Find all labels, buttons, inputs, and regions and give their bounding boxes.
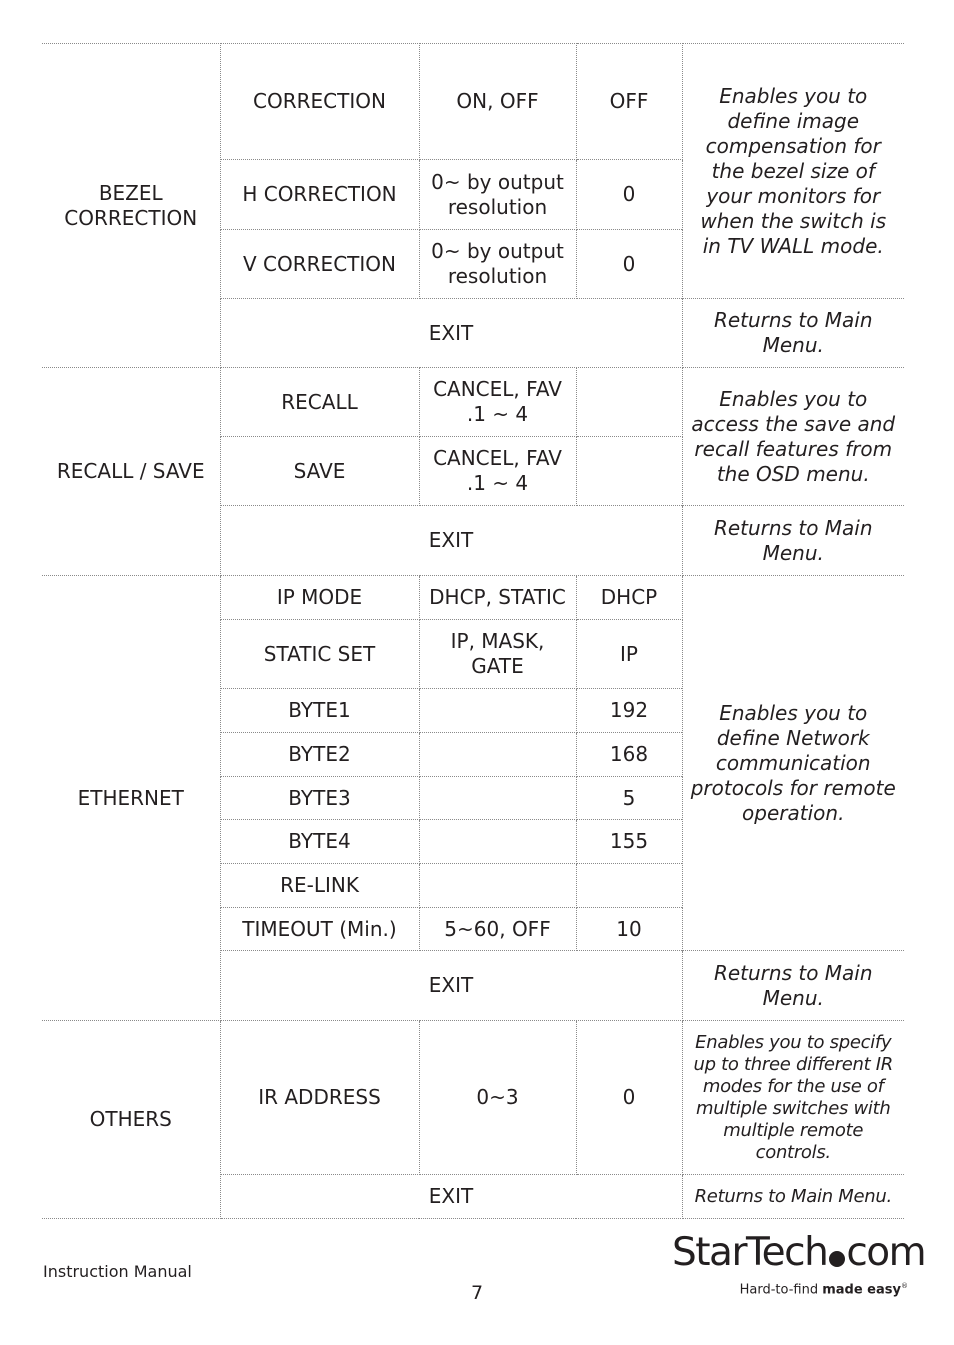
default-cell: 155 <box>576 820 682 864</box>
default-cell: 5 <box>576 777 682 820</box>
options-cell: IP, MASK, GATE <box>419 620 576 689</box>
exit-description-cell: Returns to Main Menu. <box>682 1175 904 1219</box>
tagline-light: Hard-to-find <box>739 1282 823 1298</box>
logo-main: StarTech <box>672 1230 828 1275</box>
description-cell: Enables you to define image compensation for the bezel size of your monitors for when the switch is in TV WALL mode. <box>682 44 904 299</box>
category-ethernet: ETHERNET <box>42 576 220 1021</box>
item-cell: TIMEOUT (Min.) <box>220 908 419 951</box>
tagline-bold: made easy <box>822 1282 901 1298</box>
startech-logo <box>668 1230 926 1304</box>
item-cell: SAVE <box>220 437 419 506</box>
options-cell: ON, OFF <box>419 44 576 160</box>
item-cell: CORRECTION <box>220 44 419 160</box>
item-cell: RE-LINK <box>220 864 419 908</box>
default-cell: OFF <box>576 44 682 160</box>
options-cell: CANCEL, FAV .1 ~ 4 <box>419 437 576 506</box>
osd-menu-table <box>42 43 904 1219</box>
item-cell: H CORRECTION <box>220 160 419 230</box>
footer-label: Instruction Manual <box>43 1262 192 1281</box>
logo-suffix: com <box>846 1230 926 1275</box>
default-cell <box>576 368 682 437</box>
exit-cell: EXIT <box>220 1175 682 1219</box>
logo-dot-icon <box>829 1251 845 1267</box>
item-cell: BYTE2 <box>220 733 419 777</box>
options-cell <box>419 733 576 777</box>
options-cell <box>419 864 576 908</box>
options-cell: 0~ by output resolution <box>419 230 576 299</box>
item-cell: BYTE1 <box>220 689 419 733</box>
default-cell <box>576 437 682 506</box>
default-cell: 0 <box>576 230 682 299</box>
table-row <box>42 1021 904 1175</box>
item-cell: BYTE3 <box>220 777 419 820</box>
options-cell: 5~60, OFF <box>419 908 576 951</box>
default-cell: 168 <box>576 733 682 777</box>
item-cell: IP MODE <box>220 576 419 620</box>
default-cell: 10 <box>576 908 682 951</box>
table-row <box>42 44 904 160</box>
table-row <box>42 368 904 437</box>
exit-description-cell: Returns to Main Menu. <box>682 951 904 1021</box>
logo-wordmark <box>672 1230 925 1275</box>
item-cell: RECALL <box>220 368 419 437</box>
item-cell: BYTE4 <box>220 820 419 864</box>
default-cell: 0 <box>576 160 682 230</box>
logo-tagline <box>740 1282 908 1297</box>
item-cell: IR ADDRESS <box>220 1021 419 1175</box>
default-cell: DHCP <box>576 576 682 620</box>
exit-cell: EXIT <box>220 299 682 368</box>
item-cell: STATIC SET <box>220 620 419 689</box>
default-cell: 192 <box>576 689 682 733</box>
item-cell: V CORRECTION <box>220 230 419 299</box>
exit-description-cell: Returns to Main Menu. <box>682 506 904 576</box>
default-cell: IP <box>576 620 682 689</box>
options-cell <box>419 689 576 733</box>
options-cell: DHCP, STATIC <box>419 576 576 620</box>
description-cell: Enables you to access the save and recall features from the OSD menu. <box>682 368 904 506</box>
registered-mark: ® <box>901 1282 908 1290</box>
options-cell <box>419 820 576 864</box>
category-others: OTHERS <box>42 1021 220 1219</box>
description-cell: Enables you to specify up to three different IR modes for the use of multiple switches with multiple remote controls. <box>682 1021 904 1175</box>
default-cell: 0 <box>576 1021 682 1175</box>
description-cell: Enables you to define Network communication protocols for remote operation. <box>682 576 904 951</box>
default-cell <box>576 864 682 908</box>
category-bezel-correction: BEZEL CORRECTION <box>42 44 220 368</box>
options-cell: 0~ by output resolution <box>419 160 576 230</box>
exit-cell: EXIT <box>220 506 682 576</box>
options-cell <box>419 777 576 820</box>
page-number: 7 <box>470 1282 484 1304</box>
table-row <box>42 576 904 620</box>
exit-description-cell: Returns to Main Menu. <box>682 299 904 368</box>
category-recall-save: RECALL / SAVE <box>42 368 220 576</box>
exit-cell: EXIT <box>220 951 682 1021</box>
options-cell: CANCEL, FAV .1 ~ 4 <box>419 368 576 437</box>
options-cell: 0~3 <box>419 1021 576 1175</box>
